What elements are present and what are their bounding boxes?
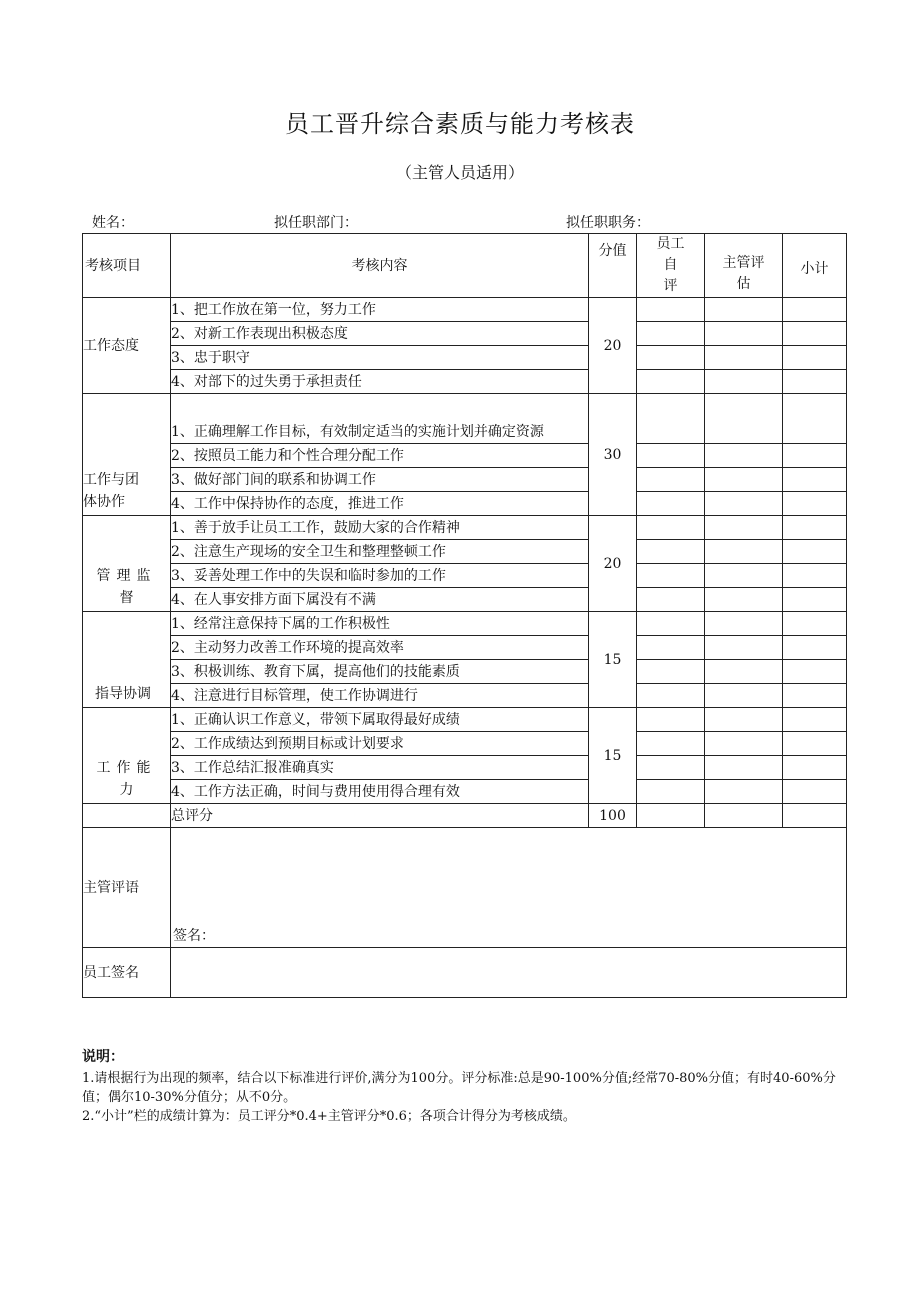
table-row [83, 298, 847, 322]
supervisor-score-cell[interactable] [705, 564, 783, 588]
supervisor-score-cell[interactable] [705, 444, 783, 468]
self-score-cell[interactable] [637, 708, 705, 732]
score-value: 15 [589, 708, 637, 804]
subtotal-cell[interactable] [783, 708, 847, 732]
total-row [83, 804, 847, 828]
subtotal-cell[interactable] [783, 660, 847, 684]
criteria-item: 2、注意生产现场的安全卫生和整理整顿工作 [171, 540, 589, 564]
header-sup-line2: 估 [736, 276, 751, 292]
category-management [83, 516, 171, 612]
table-row [83, 636, 847, 660]
criteria-item: 3、做好部门间的联系和协调工作 [171, 468, 589, 492]
table-row [83, 516, 847, 540]
self-score-cell[interactable] [637, 370, 705, 394]
supervisor-score-cell[interactable] [705, 684, 783, 708]
header-category: 考核项目 [83, 234, 171, 298]
category-teamwork [83, 394, 171, 516]
self-score-cell[interactable] [637, 516, 705, 540]
table-row [83, 564, 847, 588]
category-guidance: 指导协调 [83, 612, 171, 708]
supervisor-score-cell[interactable] [705, 370, 783, 394]
header-self-line1: 员工 [656, 236, 685, 252]
header-supervisor-evaluation [705, 234, 783, 298]
supervisor-score-cell[interactable] [705, 756, 783, 780]
criteria-item: 3、妥善处理工作中的失误和临时参加的工作 [171, 564, 589, 588]
subtotal-cell[interactable] [783, 346, 847, 370]
header-subtotal: 小计 [783, 234, 847, 298]
criteria-item: 1、正确认识工作意义，带领下属取得最好成绩 [171, 708, 589, 732]
subtotal-cell[interactable] [783, 322, 847, 346]
subtotal-cell[interactable] [783, 612, 847, 636]
table-header-row [83, 234, 847, 298]
score-value: 20 [589, 298, 637, 394]
subtotal-cell[interactable] [783, 444, 847, 468]
self-score-cell[interactable] [637, 660, 705, 684]
subtotal-cell[interactable] [783, 588, 847, 612]
self-score-cell[interactable] [637, 394, 705, 444]
supervisor-score-cell[interactable] [705, 660, 783, 684]
supervisor-score-cell[interactable] [705, 588, 783, 612]
self-score-cell[interactable] [637, 468, 705, 492]
header-score: 分值 [589, 234, 637, 298]
header-self-line2: 自 [663, 257, 678, 273]
table-row [83, 684, 847, 708]
table-row [83, 444, 847, 468]
category-line1: 工作能 [96, 760, 157, 776]
supervisor-score-cell[interactable] [705, 492, 783, 516]
supervisor-score-cell[interactable] [705, 612, 783, 636]
employee-sign-label: 员工签名 [83, 948, 171, 998]
criteria-item: 1、善于放手让员工工作，鼓励大家的合作精神 [171, 516, 589, 540]
supervisor-score-cell[interactable] [705, 708, 783, 732]
subtotal-cell[interactable] [783, 298, 847, 322]
supervisor-score-cell[interactable] [705, 780, 783, 804]
table-row [83, 660, 847, 684]
score-value: 20 [589, 516, 637, 612]
subtotal-cell[interactable] [783, 492, 847, 516]
signature-label: 签名： [173, 928, 215, 944]
criteria-item: 3、工作总结汇报准确真实 [171, 756, 589, 780]
comments-row [83, 828, 847, 948]
document-subtitle: （主管人员适用） [395, 163, 524, 182]
subtotal-cell[interactable] [783, 394, 847, 444]
self-score-cell[interactable] [637, 780, 705, 804]
self-score-cell[interactable] [637, 756, 705, 780]
employee-sign-area[interactable] [171, 948, 847, 998]
supervisor-score-cell[interactable] [705, 322, 783, 346]
notes-line-1: 1.请根据行为出现的频率，结合以下标准进行评价,满分为100分。评分标准:总是90-100%分值;经常70-80%分值；有时40-60%分值；偶尔10-30%分值分；从不0分。 [82, 1071, 836, 1105]
criteria-item: 4、注意进行目标管理，使工作协调进行 [171, 684, 589, 708]
total-self-cell[interactable] [637, 804, 705, 828]
supervisor-score-cell[interactable] [705, 346, 783, 370]
criteria-item: 1、经常注意保持下属的工作积极性 [171, 612, 589, 636]
table-row [83, 394, 847, 444]
criteria-item: 4、对部下的过失勇于承担责任 [171, 370, 589, 394]
table-row [83, 346, 847, 370]
subtotal-cell[interactable] [783, 684, 847, 708]
comments-area[interactable] [171, 828, 847, 948]
criteria-item: 3、积极训练、教育下属，提高他们的技能素质 [171, 660, 589, 684]
comments-label: 主管评语 [83, 828, 171, 948]
subtotal-cell[interactable] [783, 370, 847, 394]
table-row [83, 612, 847, 636]
category-line2: 督 [119, 590, 134, 606]
total-label: 总评分 [171, 804, 589, 828]
self-score-cell[interactable] [637, 492, 705, 516]
subtotal-cell[interactable] [783, 636, 847, 660]
self-score-cell[interactable] [637, 444, 705, 468]
criteria-item: 4、在人事安排方面下属没有不满 [171, 588, 589, 612]
category-line1: 管理监 [96, 568, 157, 584]
criteria-item: 2、工作成绩达到预期目标或计划要求 [171, 732, 589, 756]
total-score: 100 [589, 804, 637, 828]
criteria-item: 2、主动努力改善工作环境的提高效率 [171, 636, 589, 660]
subtotal-cell[interactable] [783, 564, 847, 588]
supervisor-score-cell[interactable] [705, 298, 783, 322]
notes-section [82, 1048, 852, 1126]
supervisor-score-cell[interactable] [705, 516, 783, 540]
subtotal-cell[interactable] [783, 732, 847, 756]
document-title: 员工晋升综合素质与能力考核表 [285, 110, 635, 138]
self-score-cell[interactable] [637, 684, 705, 708]
self-score-cell[interactable] [637, 612, 705, 636]
supervisor-score-cell[interactable] [705, 732, 783, 756]
evaluation-table [82, 233, 847, 998]
criteria-item: 2、对新工作表现出积极态度 [171, 322, 589, 346]
category-line2: 力 [119, 782, 134, 798]
total-category-blank [83, 804, 171, 828]
table-row [83, 468, 847, 492]
employee-sign-row [83, 948, 847, 998]
criteria-item: 4、工作方法正确，时间与费用使用得合理有效 [171, 780, 589, 804]
notes-line-2: 2.“小计”栏的成绩计算为：员工评分*0.4+主管评分*0.6；各项合计得分为考核成绩。 [82, 1109, 576, 1124]
score-value: 30 [589, 394, 637, 516]
table-row [83, 492, 847, 516]
subtotal-cell[interactable] [783, 756, 847, 780]
supervisor-score-cell[interactable] [705, 394, 783, 444]
self-score-cell[interactable] [637, 636, 705, 660]
subtotal-cell[interactable] [783, 468, 847, 492]
table-row [83, 780, 847, 804]
total-subtotal-cell[interactable] [783, 804, 847, 828]
self-score-cell[interactable] [637, 346, 705, 370]
self-score-cell[interactable] [637, 540, 705, 564]
self-score-cell[interactable] [637, 298, 705, 322]
criteria-item: 4、工作中保持协作的态度，推进工作 [171, 492, 589, 516]
supervisor-score-cell[interactable] [705, 468, 783, 492]
table-row [83, 708, 847, 732]
position-label: 拟任职职务： [566, 215, 650, 231]
table-row [83, 756, 847, 780]
criteria-item: 3、忠于职守 [171, 346, 589, 370]
total-supervisor-cell[interactable] [705, 804, 783, 828]
self-score-cell[interactable] [637, 588, 705, 612]
category-work-ability [83, 708, 171, 804]
supervisor-score-cell[interactable] [705, 636, 783, 660]
table-row [83, 370, 847, 394]
category-work-attitude: 工作态度 [83, 298, 171, 394]
header-sup-line1: 主管评 [722, 255, 765, 271]
table-row [83, 732, 847, 756]
header-self-evaluation [637, 234, 705, 298]
notes-title: 说明： [82, 1049, 124, 1065]
category-line1: 工作与团 [83, 472, 139, 488]
self-score-cell[interactable] [637, 564, 705, 588]
table-row [83, 540, 847, 564]
supervisor-score-cell[interactable] [705, 540, 783, 564]
category-line2: 体协作 [83, 494, 125, 510]
score-value: 15 [589, 612, 637, 708]
department-label: 拟任职部门： [274, 215, 358, 231]
subtotal-cell[interactable] [783, 540, 847, 564]
criteria-item: 1、把工作放在第一位，努力工作 [171, 298, 589, 322]
criteria-item: 2、按照员工能力和个性合理分配工作 [171, 444, 589, 468]
table-row [83, 322, 847, 346]
self-score-cell[interactable] [637, 732, 705, 756]
subtotal-cell[interactable] [783, 516, 847, 540]
table-row [83, 588, 847, 612]
subtotal-cell[interactable] [783, 780, 847, 804]
name-label: 姓名： [92, 215, 134, 231]
self-score-cell[interactable] [637, 322, 705, 346]
criteria-item: 1、正确理解工作目标，有效制定适当的实施计划并确定资源 [171, 394, 589, 444]
header-self-line3: 评 [663, 278, 678, 294]
header-content: 考核内容 [171, 234, 589, 298]
